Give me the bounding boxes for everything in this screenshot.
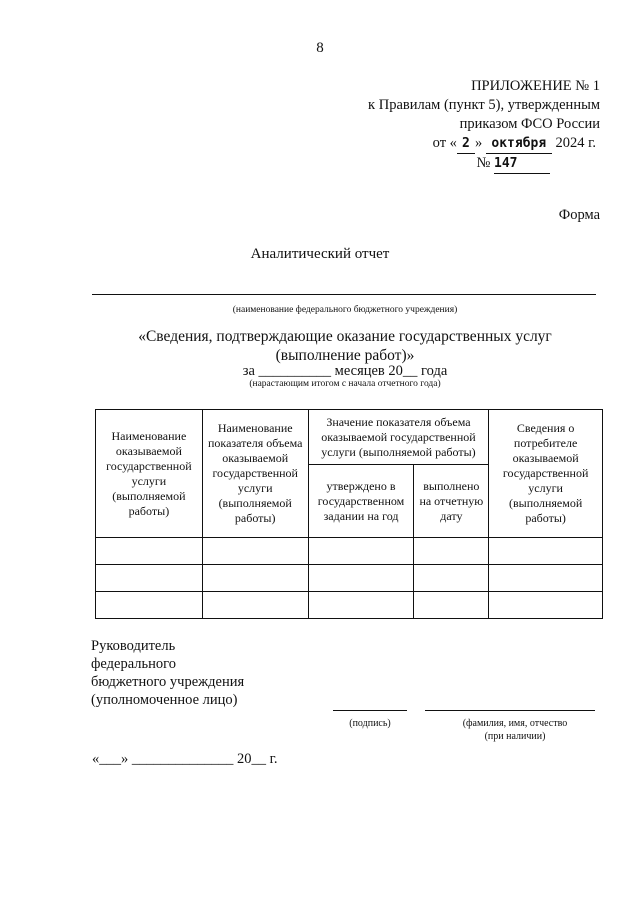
table-cell [202,592,308,619]
name-caption-2: (при наличии) [484,731,546,742]
heading-line-1: «Сведения, подтверждающие оказание государственных услуг [138,328,552,345]
table-cell [308,538,414,565]
table-cell [414,538,489,565]
form-label: Форма [558,207,600,223]
appendix-number [340,154,600,174]
signer-line-2: федерального [91,656,176,672]
period-caption: (нарастающим итогом с начала отчетного года) [249,379,441,389]
period-line [0,363,640,380]
period-prefix: за [242,363,255,379]
appendix-date-mid: » [474,135,483,151]
name-caption [425,717,605,743]
date-line [92,751,278,768]
report-table [95,409,603,619]
date-year: 20__ г. [237,751,278,767]
table-row [96,592,603,619]
col-indicator-header: Наименование показателя объема оказываемой государственной услуги (выполняемой работы) [202,410,308,538]
report-title: Аналитический отчет [250,246,390,262]
date-day-blank: «___» [92,751,129,767]
period-middle: месяцев 20 [334,363,403,379]
appendix-number-prefix: № [476,155,491,171]
institution-caption: (наименование федерального бюджетного учреждения) [232,305,458,315]
section-heading [0,327,640,365]
col-approved-header: утверждено в государственном задании на год [308,465,414,538]
appendix-block [340,77,600,174]
table-cell [96,592,203,619]
period-year-blank: __ [402,363,418,379]
institution-name-line [92,294,596,295]
table-cell [308,592,414,619]
appendix-date-year: 2024 г. [555,135,596,151]
period-blank: __________ [258,363,332,379]
page-number: 8 [316,40,324,56]
signer-line-1: Руководитель [91,638,176,654]
table-row [96,565,603,592]
appendix-order: приказом ФСО России [459,116,600,132]
signature-line [333,710,407,711]
signature-caption: (подпись) [349,718,391,729]
appendix-number-value: 147 [494,154,550,174]
appendix-title: ПРИЛОЖЕНИЕ № 1 [471,78,600,94]
table-cell [308,565,414,592]
table-cell [96,538,203,565]
table-cell [202,538,308,565]
table-cell [489,592,603,619]
table-cell [489,565,603,592]
table-row [96,538,603,565]
appendix-date-month: октября [486,134,552,154]
col-fulfilled-header: выполнено на отчетную дату [414,465,489,538]
period-suffix: года [421,363,448,379]
signer-line-3: бюджетного учреждения [91,674,245,690]
table-cell [202,565,308,592]
name-caption-1: (фамилия, имя, отчество [462,718,568,729]
appendix-date-prefix: от « [432,135,457,151]
col-service-header: Наименование оказываемой государственной услуги (выполняемой работы) [96,410,203,538]
appendix-date [340,134,600,154]
col-consumer-header: Сведения о потребителе оказываемой государственной услуги (выполняемой работы) [489,410,603,538]
name-line [425,710,595,711]
table-cell [489,538,603,565]
col-value-group-header: Значение показателя объема оказываемой государственной услуги (выполняемой работы) [308,410,489,465]
table-cell [414,592,489,619]
appendix-date-day: 2 [457,134,475,154]
appendix-rules: к Правилам (пункт 5), утвержденным [368,97,600,113]
signer-block [91,637,244,709]
table-cell [96,565,203,592]
table-cell [414,565,489,592]
heading-line-2: (выполнение работ)» [275,347,415,364]
signer-line-4: (уполномоченное лицо) [91,692,238,708]
date-month-blank: ______________ [131,751,234,767]
